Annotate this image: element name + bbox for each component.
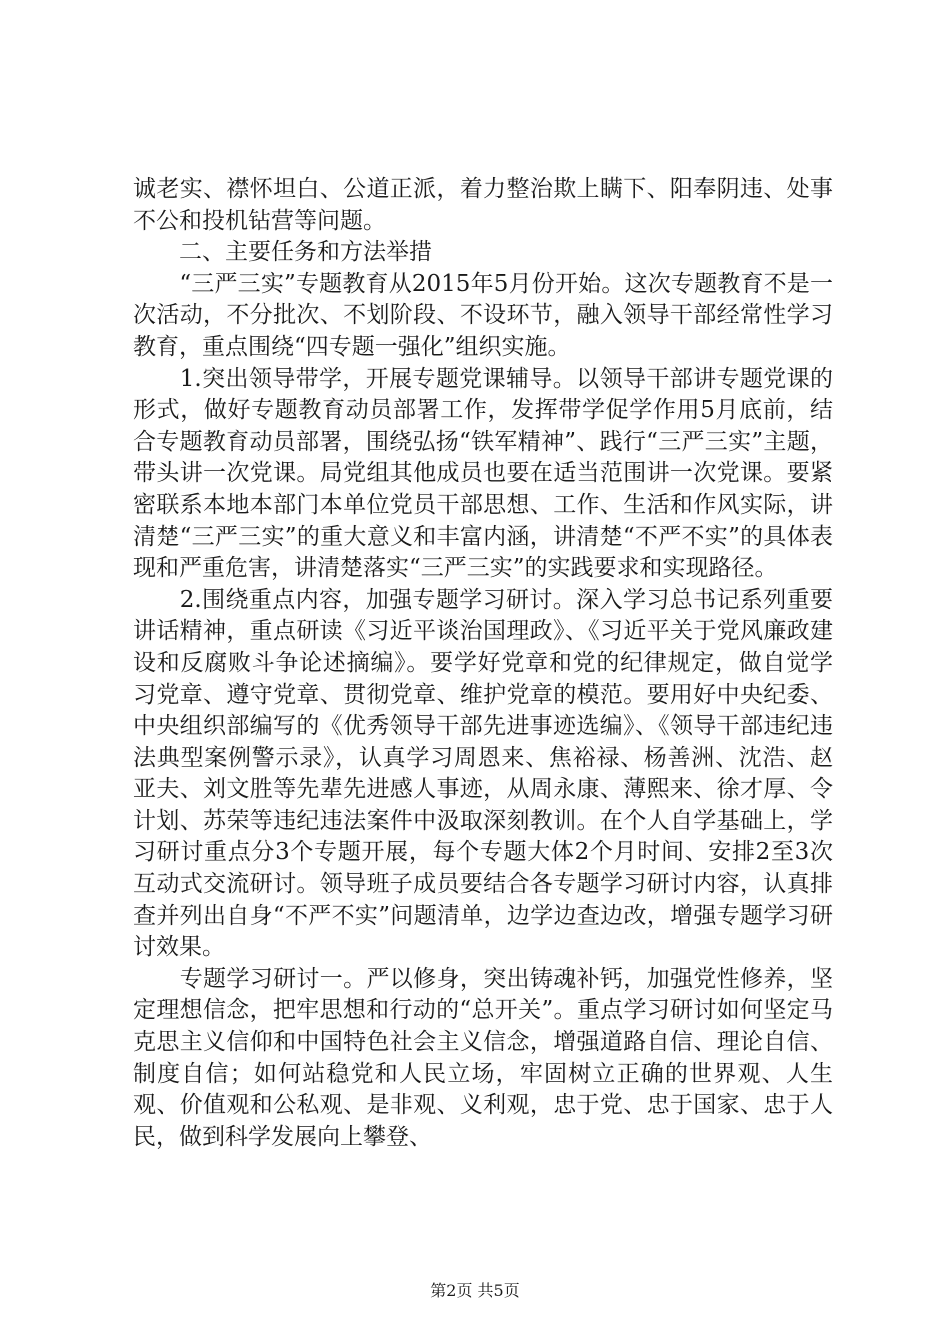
section-heading: 二、主要任务和方法举措 xyxy=(133,239,432,266)
paragraph-intro: “三严三实”专题教育从2015年5月份开始。这次专题教育不是一次活动，不分批次、不划阶段、不设环节，融入领导干部经常性学习教育，重点围绕“四专题一强化”组织实施。 xyxy=(133,270,833,360)
paragraph-continuation: 诚老实、襟怀坦白、公道正派，着力整治欺上瞒下、阳奉阴违、处事不公和投机钻营等问题。 xyxy=(133,176,833,234)
paragraph-item-2: 2.围绕重点内容，加强专题学习研讨。深入学习总书记系列重要讲话精神，重点研读《习近平谈治国理政》、《习近平关于党风廉政建设和反腐败斗争论述摘编》。要学好党章和党的纪律规定，做自觉学习党章、遵守党章、贯彻党章、维护党章的模范。要用好中央纪委、中央组织部编写的《优秀领导干部先进事迹选编》、《领导干部违纪违法典型案例警示录》，认真学习周恩来、焦裕禄、杨善洲、沈浩、赵亚夫、刘文胜等先辈先进感人事迹，从周永康、薄熙来、徐才厚、令计划、苏荣等违纪违法案件中汲取深刻教训。在个人自学基础上，学习研讨重点分3个专题开展，每个专题大体2个月时间、安排2至3次互动式交流研讨。领导班子成员要结合各专题学习研讨内容，认真排查并列出自身“不严不实”问题清单，边学边查边改，增强专题学习研讨效果。 xyxy=(133,586,833,961)
paragraph-item-1: 1.突出领导带学，开展专题党课辅导。以领导干部讲专题党课的形式，做好专题教育动员部署工作，发挥带学促学作用5月底前，结合专题教育动员部署，围绕弘扬“铁军精神”、践行“三严三实”主题，带头讲一次党课。局党组其他成员也要在适当范围讲一次党课。要紧密联系本地本部门本单位党员干部思想、工作、生活和作风实际，讲清楚“三严三实”的重大意义和丰富内涵，讲清楚“不严不实”的具体表现和严重危害，讲清楚落实“三严三实”的实践要求和实现路径。 xyxy=(133,365,833,582)
page-footer: 第2页 共5页 xyxy=(430,1281,520,1300)
document-body xyxy=(133,174,833,1153)
paragraph-topic-1: 专题学习研讨一。严以修身，突出铸魂补钙，加强党性修养，坚定理想信念，把牢思想和行动的“总开关”。重点学习研讨如何坚定马克思主义信仰和中国特色社会主义信念，增强道路自信、理论自信、制度自信；如何站稳党和人民立场，牢固树立正确的世界观、人生观、价值观和公私观、是非观、义利观，忠于党、忠于国家、忠于人民，做到科学发展向上攀登、 xyxy=(133,965,833,1150)
